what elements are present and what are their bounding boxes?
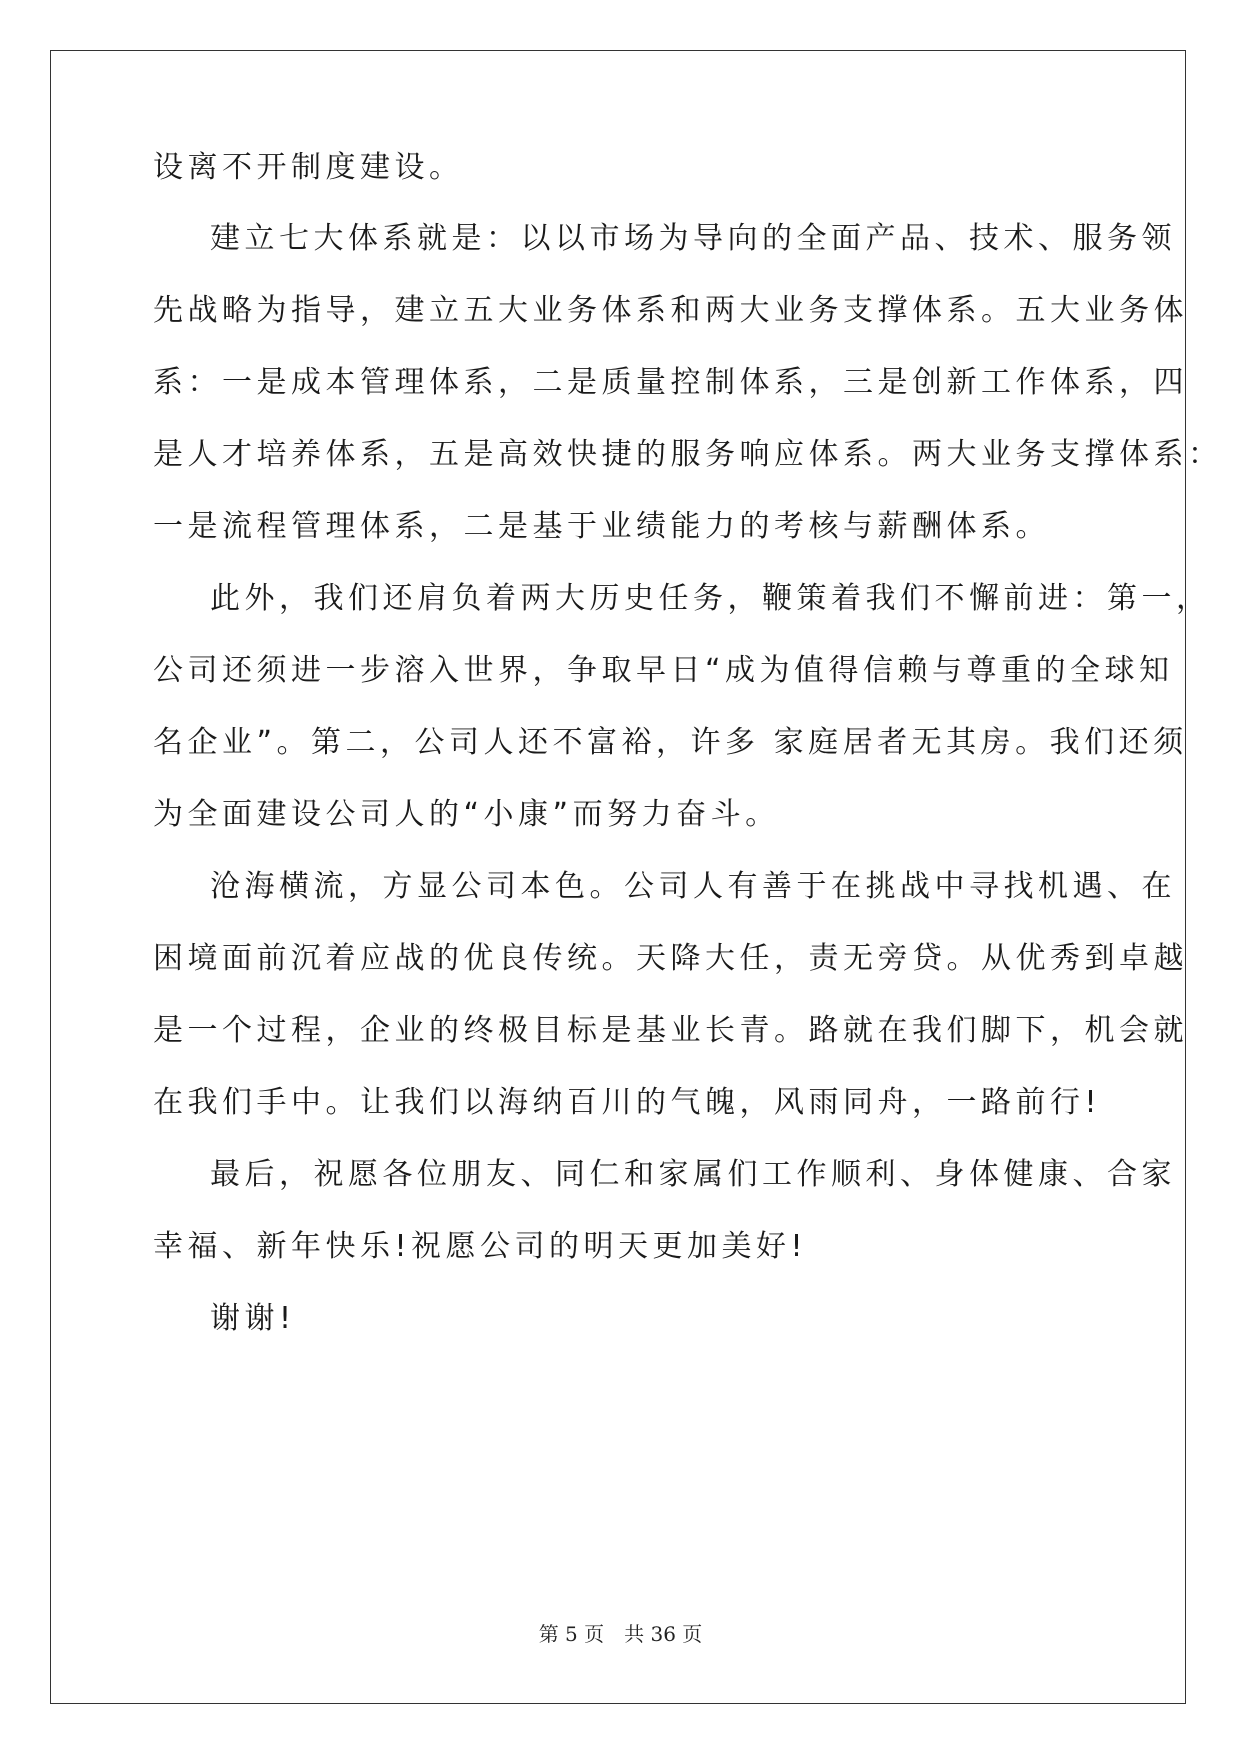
text-line: 是一个过程，企业的终极目标是基业长青。路就在我们脚下，机会就 <box>153 1013 1188 1048</box>
text-line: 沧海横流，方显公司本色。公司人有善于在挑战中寻找机遇、在 <box>210 869 1176 904</box>
text-line: 为全面建设公司人的“小康”而努力奋斗。 <box>153 797 780 832</box>
text-line: 设离不开制度建设。 <box>153 150 464 185</box>
text-line: 先战略为指导，建立五大业务体系和两大业务支撑体系。五大业务体 <box>153 293 1188 328</box>
text-line: 是人才培养体系，五是高效快捷的服务响应体系。两大业务支撑体系： <box>153 437 1223 472</box>
text-line: 此外，我们还肩负着两大历史任务，鞭策着我们不懈前进：第一， <box>210 581 1211 616</box>
text-line: 困境面前沉着应战的优良传统。天降大任，责无旁贷。从优秀到卓越 <box>153 941 1188 976</box>
text-line: 名企业”。第二，公司人还不富裕，许多 家庭居者无其房。我们还须 <box>153 725 1188 760</box>
text-line: 系：一是成本管理体系，二是质量控制体系，三是创新工作体系，四 <box>153 365 1188 400</box>
text-line: 一是流程管理体系，二是基于业绩能力的考核与薪酬体系。 <box>153 509 1050 544</box>
text-line: 幸福、新年快乐!祝愿公司的明天更加美好! <box>153 1229 808 1264</box>
text-line: 公司还须进一步溶入世界，争取早日“成为值得信赖与尊重的全球知 <box>153 653 1174 688</box>
text-line: 谢谢! <box>210 1301 296 1336</box>
page-number-footer: 第 5 页 共 36 页 <box>538 1622 703 1646</box>
text-line: 最后，祝愿各位朋友、同仁和家属们工作顺利、身体健康、合家 <box>210 1157 1176 1192</box>
text-line: 建立七大体系就是：以以市场为导向的全面产品、技术、服务领 <box>210 221 1176 256</box>
text-line: 在我们手中。让我们以海纳百川的气魄，风雨同舟，一路前行! <box>153 1085 1102 1120</box>
